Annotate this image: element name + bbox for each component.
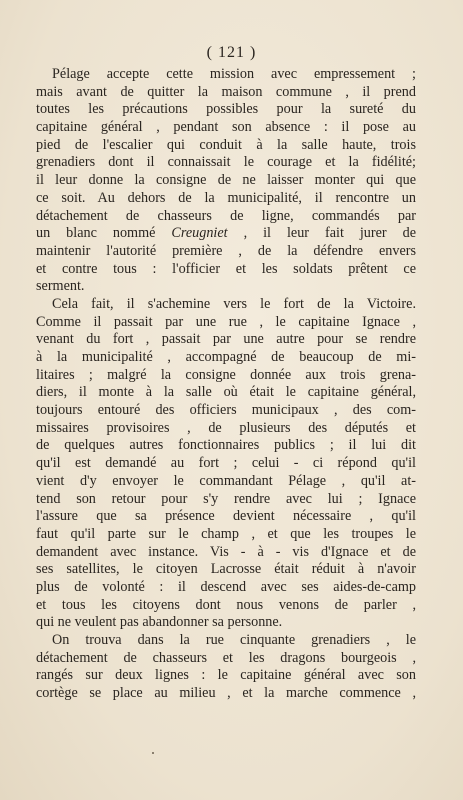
text-line: mais avant de quitter la maison commune , il prend	[36, 83, 416, 100]
page-number: ( 121 )	[206, 44, 257, 61]
text-line: et tous les citoyens dont nous venons de parler ,	[36, 596, 416, 613]
text-line: tend son retour pour s'y rendre avec lui ; Ignace	[36, 490, 416, 507]
text-line: diers, il monte à la salle où était le capitaine général,	[36, 384, 416, 401]
text-line: l'assure que sa présence devient nécessaire , qu'il	[36, 508, 416, 525]
text-line: plus de volonté : il descend avec ses aides-de-camp	[36, 578, 416, 595]
text-line: demandent avec instance. Vis - à - vis d'Ignace et de	[36, 543, 416, 560]
text-line: rangés sur deux lignes : le capitaine général avec son	[36, 667, 416, 684]
text-line: à la municipalité , accompagné de beaucoup de mi-	[36, 349, 416, 365]
text-line: Pélage accepte cette mission avec empressement ;	[52, 66, 416, 82]
text-line: détachement de chasseurs et les dragons bourgeois ,	[36, 649, 416, 666]
text-line: vient d'y envoyer le commandant Pélage , qu'il at-	[36, 472, 416, 489]
text-line: Cela fait, il s'achemine vers le fort de la Victoire.	[52, 295, 416, 312]
text-line: ce soit. Au dehors de la municipalité, il rencontre un	[36, 189, 416, 206]
text-line: litaires ; malgré la consigne donnée aux trois grena-	[36, 366, 416, 383]
text-line: il leur donne la consigne de ne laisser monter qui que	[36, 172, 416, 189]
text-line: maintenir l'autorité première , de la défendre envers	[36, 242, 416, 259]
ink-speck	[152, 752, 154, 754]
text-line: un blanc nommé Creugniet , il leur fait jurer de	[36, 225, 416, 242]
body-text	[36, 66, 416, 703]
text-line: qui ne veulent pas abandonner sa personne.	[36, 614, 283, 631]
text-line: cortège se place au milieu , et la marche commence ,	[36, 685, 416, 702]
text-line: et contre tous : l'officier et les soldats prêtent ce	[36, 260, 416, 277]
text-line: ses satellites, le citoyen Lacrosse était réduit à n'avoir	[36, 561, 416, 578]
text-line: grenadiers dont il connaissait le courage et la fidélité;	[36, 154, 416, 171]
text-line: de quelques autres fonctionnaires publics ; il lui dit	[36, 437, 416, 454]
text-line: venant du fort , passait par une autre pour se rendre	[36, 331, 416, 348]
text-line: toutes les précautions possibles pour la sureté du	[36, 101, 416, 118]
paragraph	[36, 66, 416, 296]
text-line: serment.	[36, 278, 85, 295]
text-line: qu'il est demandé au fort ; celui - ci répond qu'il	[36, 455, 416, 472]
paragraph	[36, 632, 416, 703]
text-line: faut qu'il parte sur le champ , et que les troupes le	[36, 525, 416, 542]
text-line: toujours entouré des officiers municipaux , des com-	[36, 402, 416, 419]
paragraph	[36, 296, 416, 632]
text-line: pied de l'escalier qui conduit à la salle haute, trois	[36, 136, 416, 153]
text-line: On trouva dans la rue cinquante grenadiers , le	[52, 632, 416, 648]
text-line: détachement de chasseurs de ligne, commandés par	[36, 207, 416, 224]
text-line: missaires provisoires , de plusieurs des députés et	[36, 419, 416, 436]
italic-name: Creugniet	[171, 225, 228, 242]
text-line: Comme il passait par une rue , le capitaine Ignace ,	[36, 313, 416, 330]
text-line: capitaine général , pendant son absence : il pose au	[36, 119, 416, 136]
